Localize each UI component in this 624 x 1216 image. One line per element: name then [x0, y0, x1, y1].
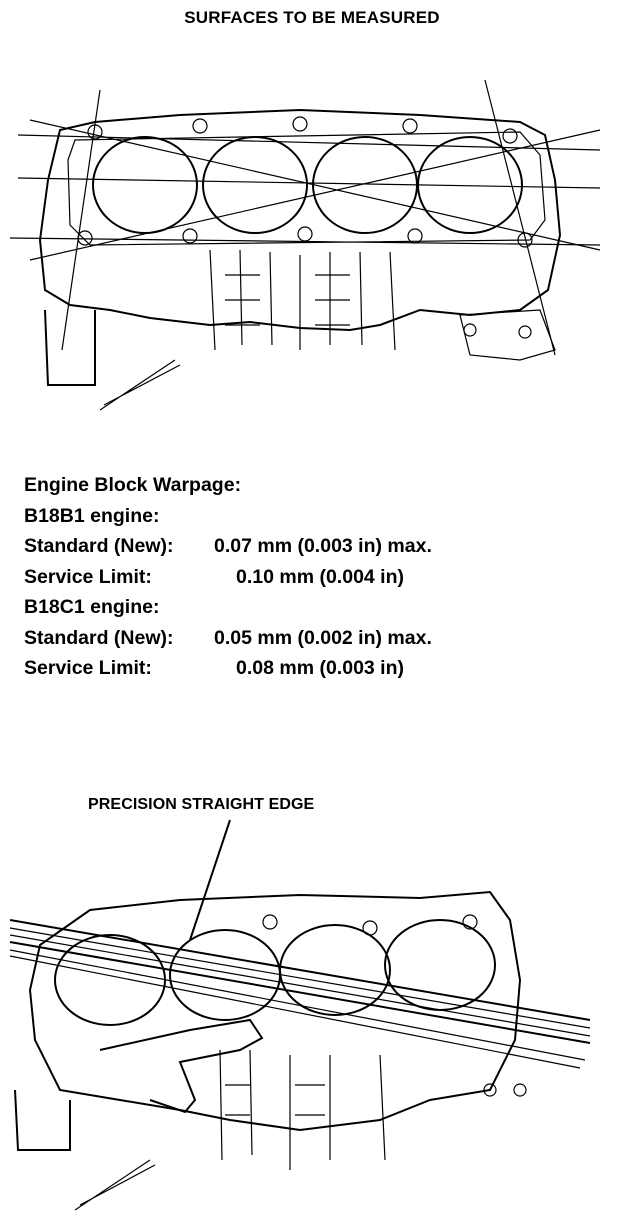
straight-edge-callout: PRECISION STRAIGHT EDGE — [88, 796, 315, 813]
standard-label: Standard (New): — [24, 535, 174, 557]
service-limit-label: Service Limit: — [24, 657, 152, 679]
service-limit-label: Service Limit: — [24, 565, 152, 588]
service-limit-row — [24, 562, 604, 593]
standard-spec-row — [24, 531, 604, 562]
service-limit-value: 0.10 mm (0.004 in) — [236, 565, 404, 588]
standard-value: 0.07 mm (0.003 in) max. — [214, 535, 432, 557]
engine-block-illustration-bottom — [0, 800, 624, 1216]
warpage-specifications — [24, 470, 604, 684]
figure-title: SURFACES TO BE MEASURED — [184, 8, 440, 27]
engine-name: B18C1 engine: — [24, 596, 160, 618]
service-limit-value: 0.08 mm (0.003 in) — [236, 657, 404, 679]
engine-name: B18B1 engine: — [24, 504, 160, 527]
engine-block-illustration-top — [0, 60, 624, 420]
standard-label: Standard (New): — [24, 626, 174, 649]
service-limit-row — [24, 653, 604, 684]
standard-spec-row — [24, 623, 604, 654]
standard-value: 0.05 mm (0.002 in) max. — [214, 626, 432, 649]
specs-heading: Engine Block Warpage: — [24, 474, 242, 496]
